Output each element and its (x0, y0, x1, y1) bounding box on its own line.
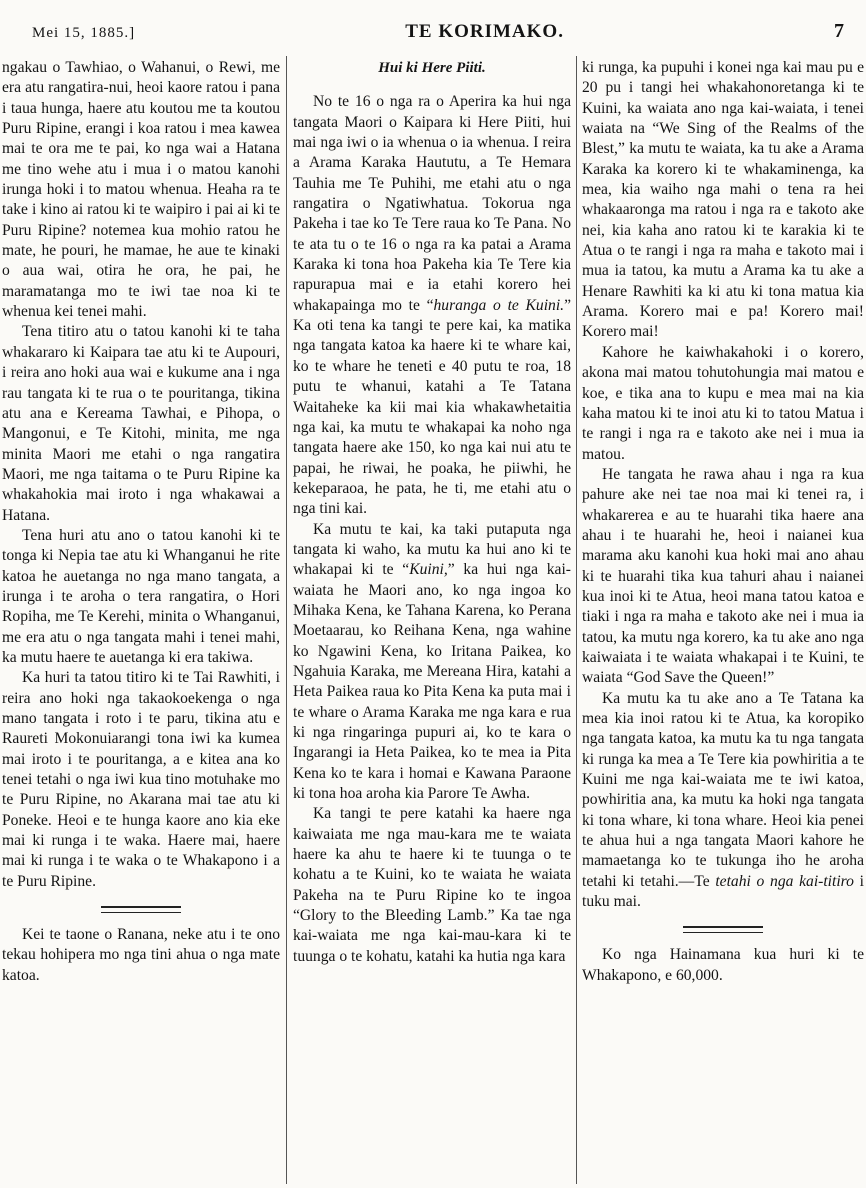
section-divider (101, 906, 181, 913)
article-paragraph: He tangata he rawa ahau i nga ra kua pahure ake nei tae noa mai ki tenei ra, i whakarerea e au te huarahi tika haere ana ahau i te huarahi he, heoi i naianei kua marama aku kanohi kua hoki mai ano ahau ki te huarahi tika kua tahuri ahau i naianei kua inoi ki te Atua, heoi mana tatou katoa e tiaki i nga ra maha e takoto ake nei i mua ia tatou, ka mutu nga korero, ka tu ake ano nga kaiwaiata i te waiata whakapai i te Kuini, te waiata “God Save the Queen!” (582, 465, 864, 687)
page-number: 7 (834, 20, 844, 42)
newspaper-title: TE KORIMAKO. (405, 21, 564, 42)
paragraph-text: ” Ka oti tena ka tangi te pere kai, ka matika nga tangata katoa ka haere ki te whare kai, ko te whare he teneti e 40 putu te roa, 18 putu te whanui, katahi a Te Tatana Waitaheke ka kii mai kia whakawhetaitia nga kai, ka mutu te whakapai ka noho nga tangata haere ake 150, ko nga kai nui atu te papai, he riwai, he poaka, he piiwhi, he kekeparaoa, he pata, he ti, me etahi atu o nga tini kai. (293, 296, 571, 518)
article-paragraph (293, 520, 571, 805)
article-paragraph: Tena titiro atu o tatou kanohi ki te taha whakararo ki Kaipara tae atu ki te Aupouri, i reira ano hoki aua wai e kukume ana i nga rau tangata ki te rua o te pouritanga, tikina atu ana e Kereama Tawhai, e Pihopa, o Mangonui, e Te Kitohi, minita, me nga minita Maori me etahi o nga rangatira Maori, me nga taitama o te Puru Ripine ka whakahokia mai iroto i nga whakawai a Hatana. (2, 323, 280, 524)
paragraph-text: No te 16 o nga ra o Aperira ka hui nga tangata Maori o Kaipara ki Here Piiti, hui mai nga iwi o ia whenua o ia whenua. I reira a Arama Karaka Haututu, a Te Hemara Tauhia me Te Puhihi, me etahi atu o nga rangatira o Ngatiwhatua. Tokorua nga Pakeha i tae ko Te Tere raua ko Te Pana. No te ata tu o te 16 o nga ra ka patai a Arama Karaka ki tona hoa Pakeha kia Te Tere kia rapurapua mai e ia etahi korero hei whakapainga mo te “ (293, 93, 571, 314)
article-paragraph: ngakau o Tawhiao, o Wahanui, o Rewi, me era atu rangatira-nui, heoi kaore ratou i pana i taua hunga, haere atu koutou me ta koutou Puru Ripine, erangi i koa ratou i mea kawea mai te ora me te pai, ko nga wai a Hatana me tino wehe atu i mua i o matou kanohi irunga hoki i to matou whenua. Heaha ra te take i kino ai ratou ki te waipiro i pai ai ki te Puru Ripine? notemea kua mohio ratou he mate, he pouri, he mamae, he aue te kinaki o aua wai, otira he ora, he pai, he maramatanga mo te iwi tae noa ki te whenua kei tenei mahi. (2, 59, 280, 321)
column-1 (2, 58, 280, 1184)
page-header (32, 20, 844, 46)
article-paragraph: Tena huri atu ano o tatou kanohi ki te tonga ki Nepia tae atu ki Whanganui he rite katoa he auetanga no nga mano tangata, a irunga i te aroha o tera rangatira, o Hori Ropiha, me Te Kerehi, minita o Whanganui, me era atu o nga tangata mahi i tenei mahi, ka mutu haere te auetanga ki era takiwa. (2, 526, 280, 666)
paragraph-text: ” ka hui nga kai-waiata he Maori ano, ko nga ingoa ko Mihaka Kena, ke Tahana Karena, ko Perana Moetaarau, ko Reihana Kena, nga wahine ko Ngawini Kena, ko Iritana Paikea, ko Ngahuia Karaka, me Mereana Hira, katahi a Heta Paikea raua ko Pita Kena ka puta mai i te whare o Arama Karaka me nga kara e rua ki nga ringaringa pupuri ai, ko te kara o Ingarangi ia Heta Paikea, ko te mea ia Pita Kena ko te kara i homai e Kawana Paraone ki tona hoa aroha kia Parore Te Awha. (293, 561, 571, 803)
article-heading: Hui ki Here Piiti. (378, 60, 486, 76)
paragraph-text: Ka mutu te kai, ka taki putaputa nga tangata ki waho, ka mutu ka hui ano ki te whakapai ki te “ (293, 520, 571, 579)
column-2 (293, 58, 571, 1184)
article-paragraph: ki runga, ka pupuhi i konei nga kai mau pu e 20 pu i tangi hei whakahonoretanga ki te Kuini, ka waiata ano nga kai-waiata, i tenei waiata na “We Sing of the Realms of the Blest,” ka mutu te waiata, ka tu ake a Arama Karaka ka korero ki te whakaminenga, ka mea, kia waiho nga mahi o tena ra hei whakaaronga ma ratou i nga ra e takoto ake nei, kia kaha ano ratou ki te karakia ki te Atua o te rangi i nga ra maha e takoto mai i mua ia tatou, ka mutu a Arama ka tu ake a Henare Rawhiti ka ki atu ki tona matua kia Arama. Korero mai e pa! Korero mai! Korero mai! (582, 59, 864, 341)
section-divider (683, 926, 763, 933)
issue-date: Mei 15, 1885.] (32, 25, 136, 41)
author-credit: tetahi o nga kai-titiro (715, 872, 854, 890)
paragraph-text: Ka mutu ka tu ake ano a Te Tatana ka mea kia inoi ratou ki te Atua, ka koropiko nga tangata katoa, ka mutu ka tu nga tangata ki runga ka mea a Te Tere kia powhiritia a te Kuini me nga kai-waiata me te iwi katoa, powhiritia ana, ka mutu ka hoki nga tangata ki tona whare, ki tona whare. Heoi kia penei te ahua hui a nga tangata Maori kahore he mamaetanga ko te tukunga iho he aroha tetahi ki tetahi.—Te (582, 689, 864, 890)
news-brief: Ko nga Hainamana kua huri ki te Whakapono, e 60,000. (582, 946, 864, 984)
column-rule (286, 56, 287, 1184)
article-paragraph (582, 689, 864, 913)
paragraph-text: i tuku mai. (582, 872, 864, 911)
column-3 (582, 58, 864, 1184)
quoted-title: huranga o te Kuini. (433, 296, 565, 314)
article-paragraph: Ka huri ta tatou titiro ki te Tai Rawhiti, i reira ano hoki nga takaokoekenga o nga mano tangata i roto i te paru, tikina atu e Raureti Mokonuiarangi tona iwi ka kumea mai iroto i te pouritanga, a e kitea ana ko tenei tetahi o nga iwi kua tino motuhake mo te Puru Ripine, no Akarana mai tae atu ki Poneke. Heoi e te hunga kaore ano kia eke mai ki runga i te waka. Haere mai, haere mai ki runga i te waka o te Whakapono i a te Puru Ripine. (2, 669, 280, 890)
article-paragraph: Ka tangi te pere katahi ka haere nga kaiwaiata me nga mau-kara me te waiata haere ka ahu te haere ki te tuunga o te kohatu a te Kuini, ko te waiata he waiata Pakeha na te Puru Ripine ko te ingoa “Glory to the Bleeding Lamb.” Ka tae nga kai-waiata me nga kai-mau-kara ki te tuunga o te kohatu, katahi ka hutia nga kara (293, 805, 571, 965)
article-paragraph: Kahore he kaiwhakahoki i o korero, akona mai matou tohutohungia mai matou e koe, e tika ana to kupu e mea mai na kia kaha matou ki te inoi atu ki to tatou Matua i te rangi i nga ra e takoto ake nei i mua ia matou. (582, 343, 864, 463)
quoted-title: Kuini, (409, 561, 448, 579)
column-rule (576, 56, 577, 1184)
article-paragraph (293, 92, 571, 519)
news-brief: Kei te taone o Ranana, neke atu i te ono tekau hohipera mo nga tini ahua o nga mate katoa. (2, 926, 280, 984)
